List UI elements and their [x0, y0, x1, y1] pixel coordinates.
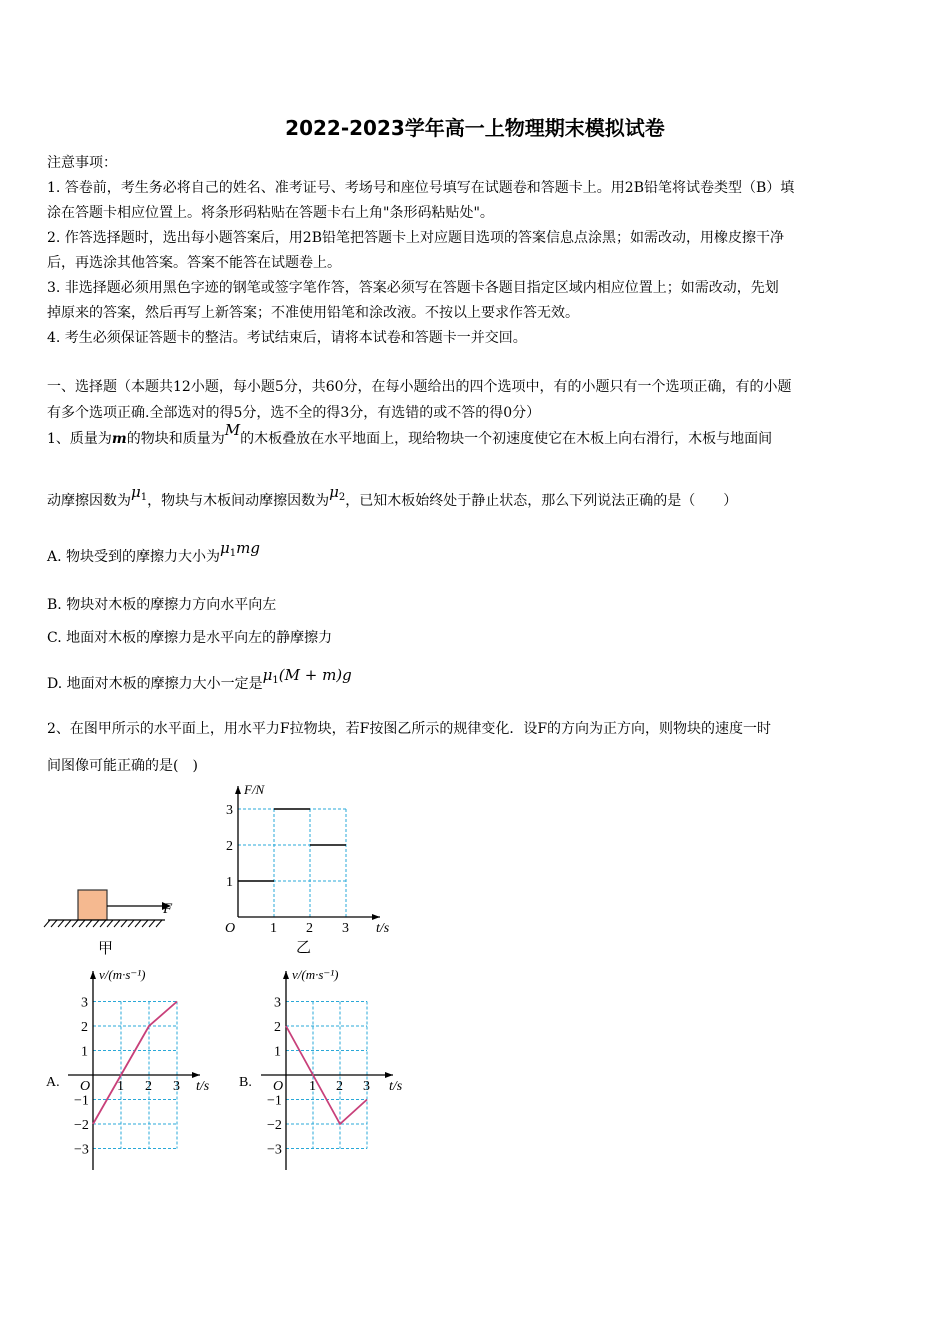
- y-axis-arrow-icon: [235, 786, 241, 794]
- y-axis-label: v/(m·s⁻¹): [292, 967, 339, 982]
- hatch-mark: [149, 920, 155, 927]
- hatch-mark: [135, 920, 141, 927]
- y-tick-label: −1: [267, 1093, 282, 1109]
- symbol-mu2: $\mu_2$: [329, 483, 346, 503]
- y-tick-label: 2: [274, 1020, 281, 1035]
- x-tick-label: 3: [342, 921, 349, 936]
- q2-stem-line1: 2、在图甲所示的水平面上，用水平力F拉物块，若F按图乙所示的规律变化．设F的方向为正方向，则物块的速度一时: [47, 721, 772, 737]
- hatch-mark: [93, 920, 99, 927]
- expr-mu1-Mmg: $\mu_1(M + m)g$: [262, 666, 352, 686]
- force-label: F: [163, 901, 173, 917]
- q1-text: ，已知木板始终处于静止状态，那么下列说法正确的是（ ）: [345, 493, 738, 509]
- hatch-mark: [79, 920, 85, 927]
- symbol-M: M: [224, 421, 241, 439]
- y-tick-label: 3: [226, 803, 233, 818]
- figure-yi-chart: [220, 780, 390, 960]
- chart-a-layer: [46, 967, 210, 1170]
- x-axis-arrow-icon: [192, 1072, 200, 1078]
- q2-stem-line2: 间图像可能正确的是( ): [47, 758, 198, 774]
- chart-option-label: B.: [239, 1075, 252, 1090]
- x-axis-label: t/s: [376, 921, 390, 936]
- chart-caption: 乙: [296, 940, 312, 956]
- expr-mu1-mg: $\mu_1mg$: [220, 539, 260, 559]
- velocity-line: [93, 1002, 177, 1125]
- y-tick-label: −1: [74, 1093, 89, 1109]
- hatch-mark: [72, 920, 78, 927]
- origin-label: O: [80, 1079, 91, 1094]
- x-tick-label: 1: [117, 1079, 124, 1094]
- hatch-mark: [128, 920, 134, 927]
- section-heading-cont: 有多个选项正确.全部选对的得5分，选不全的得3分，有选错的或不答的得0分）: [47, 405, 541, 421]
- notice-heading: 注意事项：: [47, 155, 117, 171]
- section-heading: 一、选择题（本题共12小题，每小题5分，共60分，在每小题给出的四个选项中，有的小题只有一个选项正确，有的小题: [47, 379, 792, 395]
- hatch-mark: [121, 920, 127, 927]
- y-axis-label: F/N: [244, 782, 265, 797]
- x-tick-label: 1: [309, 1079, 316, 1094]
- q1-option-a: A. 物块受到的摩擦力大小为$\mu_1mg$: [47, 539, 260, 565]
- y-axis-arrow-icon: [90, 971, 96, 979]
- x-tick-label: 2: [145, 1079, 152, 1094]
- q1-stem-line1: [47, 421, 907, 448]
- figure-option-a-chart: [40, 965, 220, 1175]
- hatch-mark: [142, 920, 148, 927]
- q1-text: ，物块与木板间动摩擦因数为: [147, 493, 330, 509]
- chart-option-label: A.: [46, 1075, 60, 1090]
- chart-yi-layer: [225, 782, 390, 956]
- q1-text: 的物块和质量为: [126, 431, 225, 447]
- y-tick-label: 1: [274, 1044, 281, 1060]
- figure-jia-label: 甲: [98, 941, 114, 957]
- symbol-m: m: [111, 431, 127, 447]
- x-tick-label: 2: [336, 1079, 343, 1094]
- q1-text: 的木板叠放在水平地面上，现给物块一个初速度使它在木板上向右滑行，木板与地面间: [240, 431, 773, 447]
- y-tick-label: −3: [74, 1142, 89, 1158]
- q1-text: 1、质量为: [47, 431, 112, 447]
- origin-label: O: [273, 1079, 284, 1094]
- notice-line: 1. 答卷前，考生务必将自己的姓名、准考证号、考场号和座位号填写在试题卷和答题卡上。用2B铅笔将试卷类型（B）填: [47, 180, 795, 196]
- y-tick-label: 2: [81, 1020, 88, 1035]
- hatch-mark: [58, 920, 64, 927]
- y-tick-label: 3: [274, 995, 281, 1011]
- q1-option-b: B. 物块对木板的摩擦力方向水平向左: [47, 597, 277, 613]
- x-tick-label: 3: [173, 1079, 180, 1094]
- notice-line: 掉原来的答案，然后再写上新答案；不准使用铅笔和涂改液。不按以上要求作答无效。: [47, 305, 579, 321]
- x-axis-arrow-icon: [372, 914, 380, 920]
- x-axis-label: t/s: [196, 1079, 210, 1094]
- x-tick-label: 2: [306, 921, 313, 936]
- ground-hatch: [44, 920, 162, 927]
- y-axis-label: v/(m·s⁻¹): [99, 967, 146, 982]
- q1-option-c: C. 地面对木板的摩擦力是水平向左的静摩擦力: [47, 630, 333, 646]
- hatch-mark: [107, 920, 113, 927]
- notice-line: 后，再选涂其他答案。答案不能答在试题卷上。: [47, 255, 341, 271]
- notice-line: 4. 考生必须保证答题卡的整洁。考试结束后，请将本试卷和答题卡一并交回。: [47, 330, 527, 346]
- hatch-mark: [65, 920, 71, 927]
- y-tick-label: −3: [267, 1142, 282, 1158]
- x-axis-label: t/s: [389, 1079, 403, 1094]
- x-tick-label: 1: [270, 921, 277, 936]
- hatch-mark: [156, 920, 162, 927]
- figure-option-b-chart: [235, 965, 415, 1175]
- x-axis-arrow-icon: [385, 1072, 393, 1078]
- figure-jia: [40, 880, 190, 960]
- notice-line: 3. 非选择题必须用黑色字迹的钢笔或签字笔作答，答案必须写在答题卡各题目指定区域内相应位置上；如需改动，先划: [47, 280, 779, 296]
- x-tick-label: 3: [363, 1079, 370, 1094]
- hatch-mark: [86, 920, 92, 927]
- y-axis-arrow-icon: [283, 971, 289, 979]
- hatch-mark: [51, 920, 57, 927]
- y-tick-label: −2: [267, 1118, 282, 1133]
- y-tick-label: 1: [226, 875, 233, 890]
- notice-line: 2. 作答选择题时，选出每小题答案后，用2B铅笔把答题卡上对应题目选项的答案信息点涂黑；如需改动，用橡皮擦干净: [47, 230, 784, 246]
- hatch-mark: [114, 920, 120, 927]
- symbol-mu1: $\mu_1$: [131, 483, 148, 503]
- y-tick-label: 2: [226, 839, 233, 854]
- hatch-mark: [44, 920, 50, 927]
- q1-text: 动摩擦因数为: [47, 493, 131, 509]
- page-title: 2022-2023学年高一上物理期末模拟试卷: [285, 116, 665, 140]
- q1-stem-line2: [47, 483, 907, 510]
- y-tick-label: 3: [81, 995, 88, 1011]
- q1-option-d: D. 地面对木板的摩擦力大小一定是$\mu_1(M + m)g$: [47, 666, 352, 692]
- hatch-mark: [100, 920, 106, 927]
- origin-label: O: [225, 921, 236, 936]
- y-tick-label: −2: [74, 1118, 89, 1133]
- block: [78, 890, 107, 920]
- notice-line: 涂在答题卡相应位置上。将条形码粘贴在答题卡右上角"条形码粘贴处"。: [47, 205, 494, 221]
- y-tick-label: 1: [81, 1044, 88, 1060]
- chart-b-layer: [239, 967, 403, 1170]
